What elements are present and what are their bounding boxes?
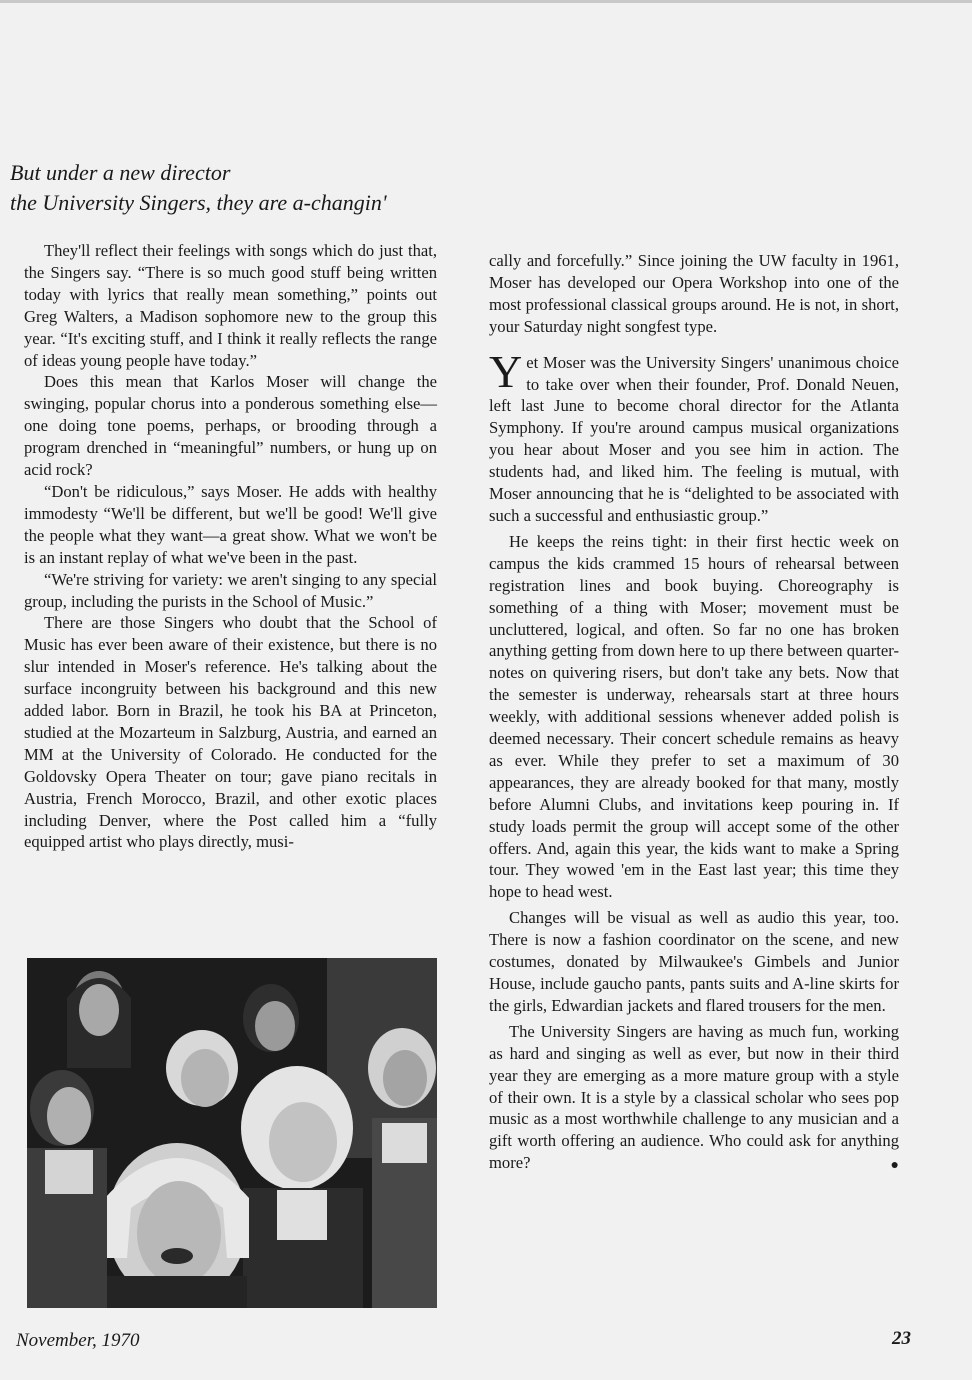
final-paragraph <box>489 1021 899 1174</box>
left-paragraph: “Don't be ridiculous,” says Moser. He adds with healthy immodesty “We'll be different, but we'll be good! We'll give the people what they want—a great show. What we won't be is an instant replay of what we've been in the past. <box>24 481 437 567</box>
end-mark: ● <box>890 1158 899 1174</box>
right-column <box>489 250 899 1177</box>
left-paragraph: “We're striving for variety: we aren't singing to any special group, including the purists in the School of Music.” <box>24 569 437 611</box>
headline-line-1: But under a new director <box>10 160 231 185</box>
left-column <box>24 240 437 853</box>
right-paragraph: He keeps the reins tight: in their first hectic week on campus the kids crammed 15 hours of rehearsal between registration lines and book buying. Choreography is something of a thing with Moser; movement must be uncluttered, logical, and often. So far no one has broken anything getting from down here to up there between quarter-notes on quivering risers, but don't take any bets. Now that the semester is underway, rehearsals start at three hours weekly, with additional sessions whenever added polish is deemed necessary. Their concert schedule remains as heavy as ever. While they prefer to set a maximum of 30 appearances, they are already booked for that many, mostly before Alumni Clubs, and invitations keep pouring in. If study loads permit the group will accept some of the other offers. And, again this year, the kids want to make a Spring tour. They wowed 'em in the East last year; this time they hope to head west. <box>489 531 899 902</box>
page-number: 23 <box>892 1328 911 1349</box>
right-paragraph: Changes will be visual as well as audio this year, too. There is now a fashion coordinator on the scene, and new costumes, donated by Milwaukee's Gimbels and Junior House, include gaucho pants, pants suits and A-line skirts for the girls, Edwardian jackets and flared trousers for the men. <box>489 908 899 1015</box>
dropcap-paragraph-text: et Moser was the University Singers' unanimous choice to take over when their founder, Prof. Donald Neuen, left last June to become choral director for the Atlanta Symphony. If you're around campus musical organizations you hear about Moser and you see him in action. The students had, and liked him. The feeling is mutual, with Moser announcing that he is “delighted to be associated with such a successful and enthusiastic group.” <box>489 352 899 525</box>
left-paragraph: They'll reflect their feelings with songs which do just that, the Singers say. “There is so much good stuff being written today with lyrics that really mean something,” points out Greg Walters, a Madison sophomore new to the group this year. “It's exciting stuff, and I think it really reflects the range of ideas young people have today.” <box>24 241 437 370</box>
issue-date: November, 1970 <box>16 1330 140 1351</box>
left-paragraph: There are those Singers who doubt that the School of Music has ever been aware of their existence, but there is no slur intended in Moser's reference. He's talking about the surface incongruity between his background and this new added labor. Born in Brazil, he took his BA at Princeton, studied at the Mozarteum in Salzburg, Austria, and earned an MM at the University of Colorado. He conducted for the Goldovsky Opera Theater on tour; gave piano recitals in Austria, French Morocco, Brazil, and other exotic places including Denver, where the Post called him a “fully equipped artist who plays directly, musi- <box>24 613 437 852</box>
left-paragraph: Does this mean that Karlos Moser will change the swinging, popular chorus into a ponderous something else—one doing tone poems, perhaps, or brooding through a program drenched in “meaningful” numbers, or hung up on acid rock? <box>24 372 437 480</box>
right-continuation: cally and forcefully.” Since joining the UW faculty in 1961, Moser has developed our Opera Workshop into one of the most professional classical groups around. He is not, in short, your Saturday night songfest type. <box>489 251 899 336</box>
singers-photo <box>27 958 437 1308</box>
top-rule <box>0 0 972 3</box>
headline-line-2: the University Singers, they are a-changin' <box>10 190 387 215</box>
singers-photo-illustration <box>27 958 437 1308</box>
dropcap-letter: Y <box>489 345 523 397</box>
dropcap-paragraph <box>489 345 899 527</box>
headline <box>10 158 450 218</box>
final-paragraph-text: The University Singers are having as much fun, working as hard and singing as well as ever, but now in their third year they are emerging as a more mature group with a style of their own. It is a style by a classical scholar who sees pop music as a most worthwhile challenge to any musician and a gift worth offering an audience. Who could ask for anything more? <box>489 1021 899 1173</box>
